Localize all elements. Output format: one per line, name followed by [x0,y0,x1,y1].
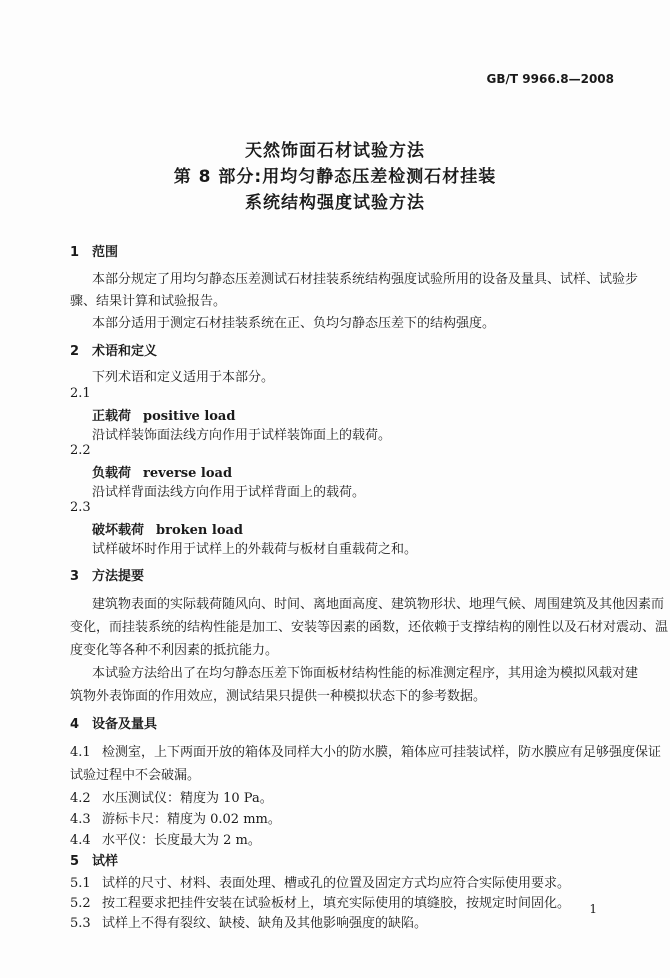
term-zh: 正载荷 [92,409,132,424]
item-number: 5.1 [70,876,91,891]
item-text: 水平仪：长度最大为 2 m。 [102,833,261,848]
term-en: reverse load [143,466,233,481]
item-text: 检测室，上下两面开放的箱体及同样大小的防水膜，箱体应可挂装试样，防水膜应有足够强度保证 [102,745,662,760]
doc-title-line2: 第 8 部分:用均匀静态压差检测石材挂装 [173,167,497,187]
section-title: 设备及量具 [92,717,158,732]
list-item [70,808,281,827]
section-heading-2 [70,340,157,359]
list-item [70,741,661,760]
term-zh: 负载荷 [92,466,132,481]
section-title: 方法提要 [92,569,145,584]
section-title: 范围 [92,245,119,260]
list-item [70,872,570,891]
item-number: 4.4 [70,833,91,848]
section-number: 4 [70,717,80,732]
section-title: 试样 [92,854,119,869]
section-heading-1 [70,241,118,260]
term-number: 2.2 [70,443,91,458]
list-item [70,787,273,806]
section-number: 5 [70,854,80,869]
section-number: 2 [70,344,80,359]
section-title: 术语和定义 [92,344,158,359]
paragraph-line: 建筑物表面的实际载荷随风向、时间、离地面高度、建筑物形状、地理气候、周围建筑及其他因素而 [92,597,665,612]
item-text: 试样上不得有裂纹、缺棱、缺角及其他影响强度的缺陷。 [102,916,428,931]
term-definition: 沿试样装饰面法线方向作用于试样装饰面上的载荷。 [92,428,392,443]
term-en: positive load [143,409,236,424]
term-zh: 破坏载荷 [92,523,145,538]
term-definition: 沿试样背面法线方向作用于试样背面上的载荷。 [92,485,366,500]
list-item [70,892,570,911]
paragraph-line: 本部分适用于测定石材挂装系统在正、负均匀静态压差下的结构强度。 [92,316,496,331]
paragraph-line: 变化，而挂装系统的结构性能是加工、安装等因素的函数，还依赖于支撑结构的刚性以及石材对震动、温 [70,620,669,635]
list-item [70,912,427,931]
item-number: 4.3 [70,812,91,827]
section-number: 3 [70,569,80,584]
paragraph-line: 筑物外表饰面的作用效应，测试结果只提供一种模拟状态下的参考数据。 [70,689,487,704]
section-heading-5 [70,850,118,869]
doc-title-line3: 系统结构强度试验方法 [245,193,425,213]
item-text: 按工程要求把挂件安装在试验板材上，填充实际使用的填缝胶，按规定时间固化。 [102,896,571,911]
term-definition: 试样破坏时作用于试样上的外载荷与板材自重载荷之和。 [92,542,418,557]
standard-code: GB/T 9966.8—2008 [486,72,614,86]
term-entry [92,519,243,538]
section-number: 1 [70,245,80,260]
item-text-continued: 试验过程中不会破漏。 [70,768,201,783]
term-number: 2.3 [70,500,91,515]
item-number: 5.3 [70,916,91,931]
doc-title-line1: 天然饰面石材试验方法 [245,141,425,161]
section-heading-3 [70,565,144,584]
item-text: 试样的尺寸、材料、表面处理、槽或孔的位置及固定方式均应符合实际使用要求。 [102,876,571,891]
item-number: 4.2 [70,791,91,806]
term-entry [92,405,235,424]
term-number: 2.1 [70,386,91,401]
term-entry [92,462,232,481]
paragraph-line: 度变化等各种不利因素的抵抗能力。 [70,643,279,658]
paragraph-line: 本部分规定了用均匀静态压差测试石材挂装系统结构强度试验所用的设备及量具、试样、试验步 [92,272,639,287]
item-text: 游标卡尺：精度为 0.02 mm。 [102,812,281,827]
paragraph-line: 本试验方法给出了在均匀静态压差下饰面板材结构性能的标准测定程序，其用途为模拟风载对建 [92,666,639,681]
item-number: 5.2 [70,896,91,911]
term-en: broken load [156,523,244,538]
paragraph-line: 骤、结果计算和试验报告。 [70,294,227,309]
list-item [70,829,261,848]
page-number: 1 [589,902,597,916]
paragraph-line: 下列术语和定义适用于本部分。 [92,370,275,385]
section-heading-4 [70,713,157,732]
item-text: 水压测试仪：精度为 10 Pa。 [102,791,273,806]
item-number: 4.1 [70,745,91,760]
